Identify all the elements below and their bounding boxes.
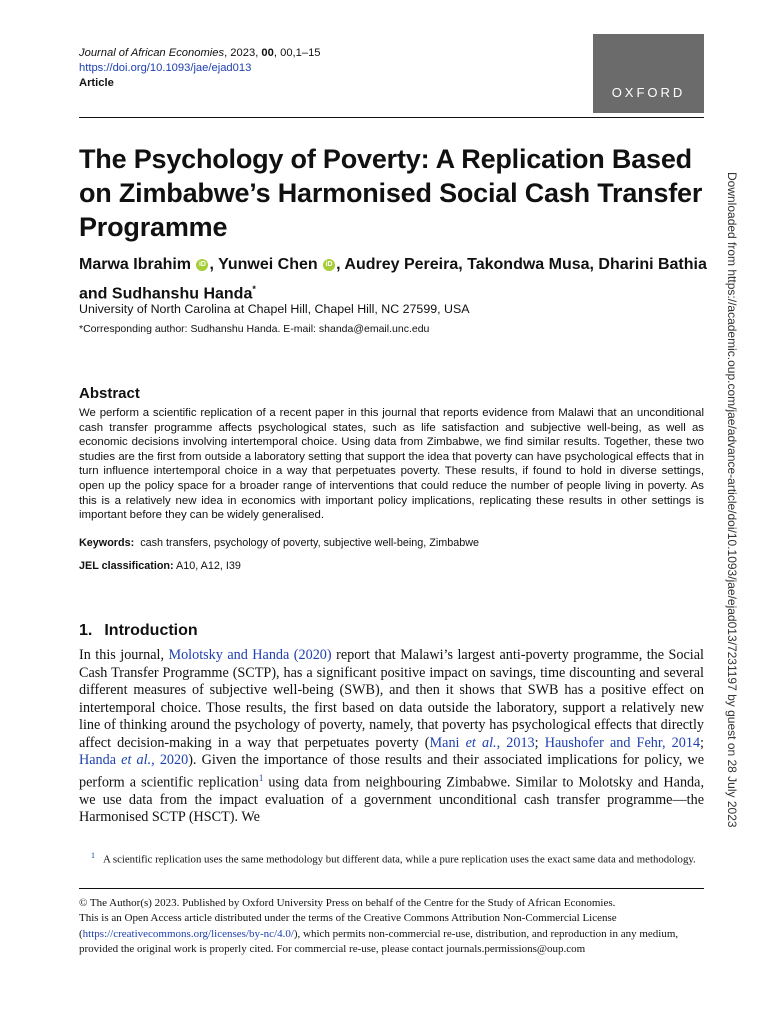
citation-link[interactable]: Molotsky and Handa (2020) xyxy=(168,647,332,663)
article-title: The Psychology of Poverty: A Replication Based on Zimbabwe’s Harmonised Social Cash Transfer Programme xyxy=(79,144,703,242)
download-watermark: Downloaded from https://academic.oup.com/jae/advance-article/doi/10.1093/jae/ejad013/7231197 by guest on 28 July 2023 xyxy=(725,172,739,828)
section-heading: 1. Introduction xyxy=(79,622,198,639)
jel-classification: JEL classification: A10, A12, I39 xyxy=(79,560,241,572)
abstract-text: We perform a scientific replication of a recent paper in this journal that reports evidence from Malawi that an unconditional cash transfer programme affects psychological states, such as life satisfaction and subjective well-being, as well as economic decisions involving intertemporal choice. Using data from Zimbabwe, we find similar results. Together, these two studies are the first from outside a laboratory setting that support the idea that poverty can have psychological effects that in turn influence intertemporal choice in a way that perpetuates poverty. These results, if found to hold in diverse settings, open up the policy space for a broader range of interventions that could reduce the number of people living in poverty. As this is a relatively new idea in economics with important policy implications, replicating these results in other settings is important before they can be widely generalised. xyxy=(79,407,704,522)
orcid-icon[interactable]: iD xyxy=(196,259,208,271)
volume: 00 xyxy=(261,47,274,59)
footnote-ref[interactable]: 1 xyxy=(258,772,264,783)
body-paragraph: In this journal, Molotsky and Handa (2020) report that Malawi’s largest anti-poverty programme, the Social Cash Transfer Programme (SCTP), has a significant positive impact on savings, time discounting and several different measures of subjective well-being (SWB), and then it shows that SWB has a positive effect on intertemporal choice. Those results, the first based on data outside the laboratory, support a relatively new line of thinking around the psychology of poverty, namely, that poverty has psychological effects that directly affect decision-making in a way that perpetuates poverty (Mani et al., 2013; Haushofer and Fehr, 2014; Handa et al., 2020). Given the importance of those results and their associated implications for policy, we perform a scientific replication$^1$ using data from neighbouring Zimbabwe. Similar to Molotsky and Handa, we use data from the impact evaluation of a government unconditional cash transfer programme—the Harmonised SCTP (HSCT). We xyxy=(79,647,705,826)
journal-name: Journal of African Economies xyxy=(79,47,225,59)
header-divider xyxy=(79,117,704,118)
journal-citation: Journal of African Economies, 2023, 00, 00,1–15 xyxy=(79,47,321,59)
copyright-notice: © The Author(s) 2023. Published by Oxford University Press on behalf of the Centre for the Study of African Economies. This is an Open Access article distributed under the terms of the Creative Commons Attribution Non-Commercial License (https://creativecommons.org/licenses/by-nc/4.0/), which permits non-commercial re-use, distribution, and reproduction in any medium, provided the original work is properly cited. For commercial re-use, please contact journals.permissions@oup.com xyxy=(79,896,704,958)
orcid-icon[interactable]: iD xyxy=(323,259,335,271)
footer-divider xyxy=(79,888,704,889)
footnote-mark: 1 xyxy=(91,851,95,860)
footnote: $^1$ A scientific replication uses the same methodology but different data, while a pure replication uses the exact same data and methodology. xyxy=(91,851,696,866)
journal-header xyxy=(79,46,321,91)
author-list: Marwa Ibrahim iD , Yunwei Chen iD , Audrey Pereira, Takondwa Musa, Dharini Bathia and Sudhanshu Handa* xyxy=(79,256,707,303)
citation-link[interactable]: Mani et al., 2013 xyxy=(429,734,535,751)
keywords: Keywords: cash transfers, psychology of poverty, subjective well-being, Zimbabwe xyxy=(79,537,480,549)
license-statement: This is an Open Access article distributed under the terms of the Creative Commons Attribution Non-Commercial License (https://creativecommons.org/licenses/by-nc/4.0/), which permits non-commercial re-use, distribution, and reproduction in any medium, provided the original work is properly cited. For commercial re-use, please contact journals.permissions@oup.com xyxy=(79,912,679,956)
affiliation: University of North Carolina at Chapel Hill, Chapel Hill, NC 27599, USA xyxy=(79,302,470,316)
citation-link[interactable]: Handa et al., 2020 xyxy=(79,752,189,768)
abstract-heading: Abstract xyxy=(79,385,140,402)
citation-link[interactable]: Haushofer and Fehr, 2014 xyxy=(544,734,701,751)
license-link[interactable]: https://creativecommons.org/licenses/by-nc/4.0/ xyxy=(82,927,294,940)
corresponding-mark: * xyxy=(252,284,256,294)
oxford-logo: OXFORD xyxy=(593,34,704,113)
doi-link[interactable]: https://doi.org/10.1093/jae/ejad013 xyxy=(79,62,252,74)
article-type: Article xyxy=(79,77,114,89)
corresponding-author: *Corresponding author: Sudhanshu Handa. E-mail: shanda@email.unc.edu xyxy=(79,323,430,335)
